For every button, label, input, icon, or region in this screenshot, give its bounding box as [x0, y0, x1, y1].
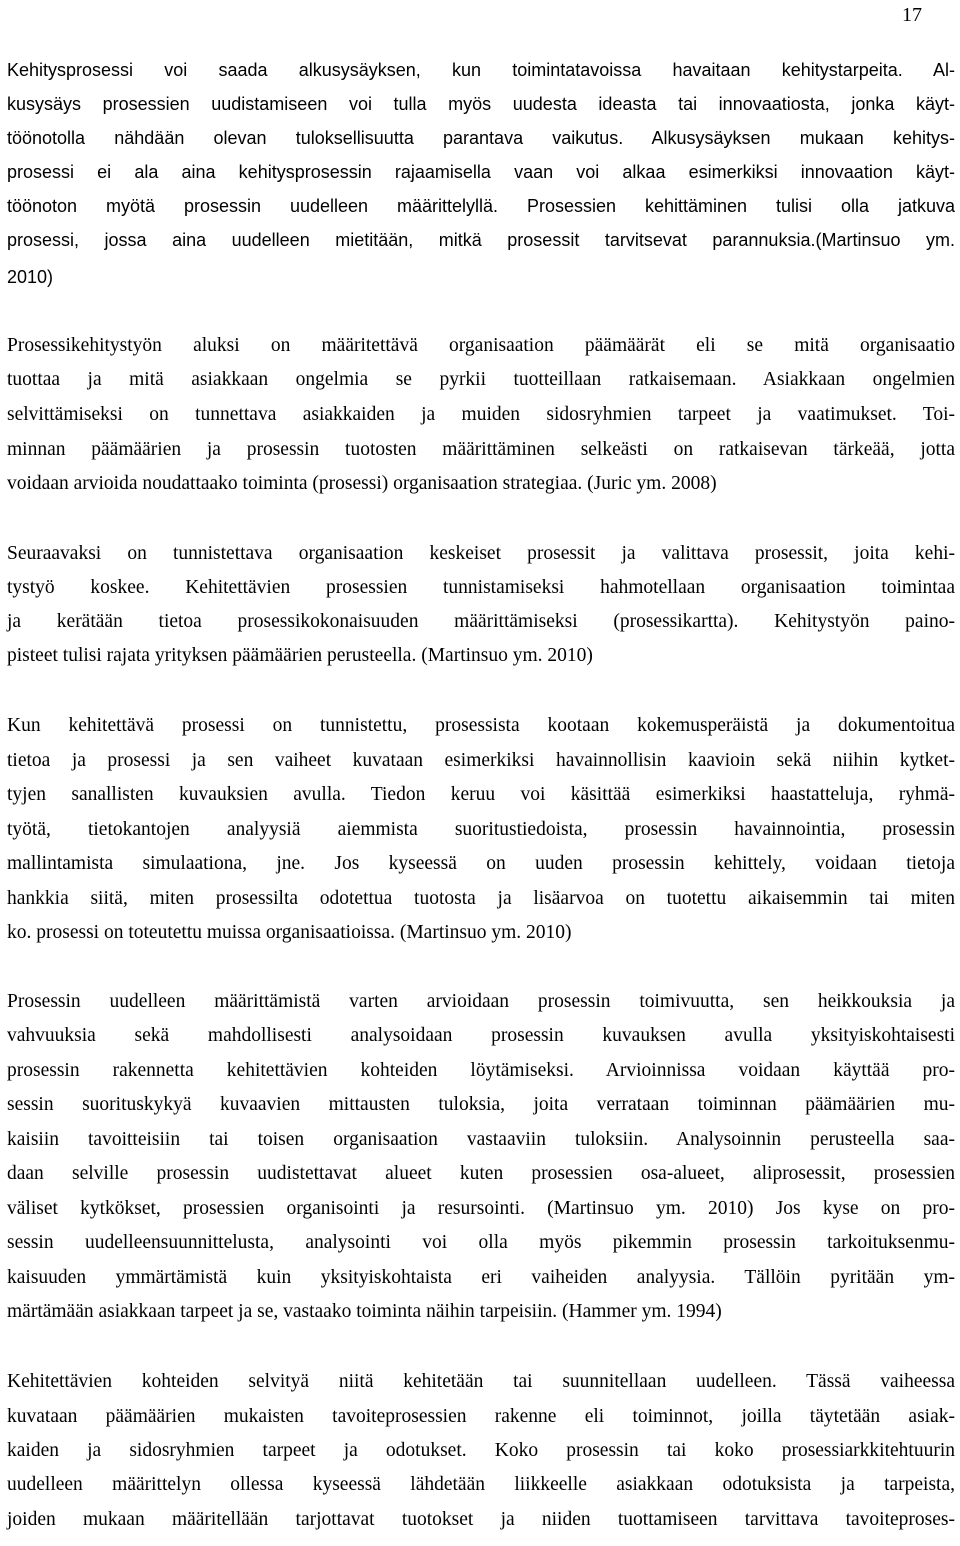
text-segment: töönoton myötä prosessin uudelleen määrittelyllä. Prosessien kehittäminen tulisi olla jatkuva — [7, 196, 955, 216]
text-segment: kuvataan päämäärien mukaisten tavoiteprosessien rakenne eli toiminnot, joilla täytetään asiak- — [7, 1406, 955, 1427]
text-line — [7, 576, 955, 600]
text-line — [7, 852, 955, 876]
text-line — [7, 783, 955, 807]
text-line — [7, 1405, 955, 1429]
text-line — [7, 610, 955, 634]
text-line — [7, 1231, 955, 1255]
text-line — [7, 1508, 955, 1532]
text-segment: työtä, tietokantojen analyysiä aiemmista suoritustiedoista, prosessin havainnointia, prosessin — [7, 819, 955, 840]
text-segment: Prosessikehitystyön aluksi on määritettävä organisaation päämäärät eli se mitä organisaatio — [7, 335, 955, 356]
text-line — [7, 472, 955, 496]
text-line — [7, 1370, 955, 1394]
text-segment: sessin suorituskykyä kuvaavien mittausten tuloksia, joita verrataan toiminnan päämäärien mu- — [7, 1094, 955, 1115]
text-segment: daan selville prosessin uudistettavat alueet kuten prosessien osa-alueet, aliprosessit, prosessien — [7, 1163, 955, 1184]
text-line — [7, 228, 955, 253]
text-segment: selvittämiseksi on tunnettava asiakkaiden ja muiden sidosryhmien tarpeet ja vaatimukset. Toi- — [7, 404, 955, 425]
text-segment: ja kerätään tietoa prosessikokonaisuuden määrittämiseksi (prosessikartta). Kehitystyön paino- — [7, 611, 955, 632]
text-line — [7, 334, 955, 358]
text-line — [7, 92, 955, 117]
text-segment: pisteet tulisi rajata yrityksen päämäärien perusteella. (Martinsuo ym. 2010) — [7, 645, 593, 666]
text-segment: 2010) — [7, 267, 54, 287]
text-segment: sessin uudelleensuunnittelusta, analysointi voi olla myös pikemmin prosessin tarkoituksenmu- — [7, 1232, 955, 1253]
text-line — [7, 58, 955, 83]
text-line — [7, 160, 955, 185]
text-segment: tyjen sanallisten kuvauksien avulla. Tiedon keruu voi käsittää esimerkiksi haastatteluja, ryhmä- — [7, 784, 955, 805]
text-line — [7, 1439, 955, 1463]
text-line — [7, 542, 955, 566]
text-line — [7, 818, 955, 842]
text-segment: Prosessin uudelleen määrittämistä varten arvioidaan prosessin toimivuutta, sen heikkouksia ja — [7, 991, 955, 1012]
text-line — [7, 438, 955, 462]
text-line — [7, 1059, 955, 1083]
text-segment: prosessin rakennetta kehitettävien kohteiden löytämiseksi. Arvioinnissa voidaan käyttää pro- — [7, 1060, 955, 1081]
text-line — [7, 1266, 955, 1290]
text-segment: tystyö koskee. Kehitettävien prosessien tunnistamiseksi hahmotellaan organisaation toimintaa — [7, 577, 955, 598]
text-segment: minnan päämäärien ja prosessin tuotosten määrittäminen selkeästi on ratkaisevan tärkeää, jotta — [7, 439, 955, 460]
text-line — [7, 126, 955, 151]
text-segment: hankkia siitä, miten prosessilta odotettua tuotosta ja lisäarvoa on tuotettu aikaisemmin tai miten — [7, 888, 955, 909]
text-line — [7, 1093, 955, 1117]
text-line — [7, 1473, 955, 1497]
text-segment: mallintamista simulaationa, jne. Jos kyseessä on uuden prosessin kehittely, voidaan tietoja — [7, 853, 955, 874]
text-segment: ko. prosessi on toteutettu muissa organisaatioissa. (Martinsuo ym. 2010) — [7, 922, 572, 943]
text-segment: prosessi ei ala aina kehitysprosessin rajaamisella vaan voi alkaa esimerkiksi innovaation käyt- — [7, 162, 955, 182]
text-segment: märtämään asiakkaan tarpeet ja se, vastaako toiminta näihin tarpeisiin. (Hammer ym. 1994) — [7, 1301, 722, 1322]
page-number: 17 — [902, 4, 922, 26]
text-line — [7, 1197, 955, 1221]
text-segment: väliset kytkökset, prosessien organisointi ja resursointi. (Martinsuo ym. 2010) Jos kyse on pro- — [7, 1198, 955, 1219]
text-segment: tuottaa ja mitä asiakkaan ongelmia se pyrkii tuotteillaan ratkaisemaan. Asiakkaan ongelmien — [7, 369, 955, 390]
text-line — [7, 921, 955, 945]
text-line — [7, 1024, 955, 1048]
text-line — [7, 1162, 955, 1186]
text-line — [7, 749, 955, 773]
text-segment: tietoa ja prosessi ja sen vaiheet kuvataan esimerkiksi havainnollisin kaavioin sekä niihin kytket- — [7, 750, 955, 771]
text-segment: Kun kehitettävä prosessi on tunnistettu, prosessista kootaan kokemusperäistä ja dokumentoitua — [7, 715, 955, 736]
text-segment: vahvuuksia sekä mahdollisesti analysoidaan prosessin kuvauksen avulla yksityiskohtaisesti — [7, 1025, 955, 1046]
text-segment: kusysäys prosessien uudistamiseen voi tulla myös uudesta ideasta tai innovaatiosta, jonka käyt- — [7, 94, 955, 114]
text-segment: kaisiin tavoitteisiin tai toisen organisaation vastaaviin tuloksiin. Analysoinnin perusteella saa- — [7, 1129, 955, 1150]
text-segment: kaisuuden ymmärtämistä kuin yksityiskohtaista eri vaiheiden analyysia. Tällöin pyritään ym- — [7, 1267, 955, 1288]
text-line — [7, 887, 955, 911]
text-segment: Kehitettävien kohteiden selvityä niitä kehitetään tai suunnitellaan uudelleen. Tässä vaiheessa — [7, 1371, 955, 1392]
text-line — [7, 1300, 955, 1324]
text-line — [7, 714, 955, 738]
text-segment: kaiden ja sidosryhmien tarpeet ja odotukset. Koko prosessin tai koko prosessiarkkitehtuurin — [7, 1440, 955, 1461]
text-segment: töönotolla nähdään olevan tuloksellisuutta parantava vaikutus. Alkusysäyksen mukaan kehitys- — [7, 128, 955, 148]
text-line — [7, 1128, 955, 1152]
text-line — [7, 990, 955, 1014]
text-line — [7, 265, 955, 290]
text-line — [7, 194, 955, 219]
text-line — [7, 368, 955, 392]
text-segment: Kehitysprosessi voi saada alkusysäyksen, kun toimintatavoissa havaitaan kehitystarpeita. Al- — [7, 60, 955, 80]
text-segment: prosessi, jossa aina uudelleen mietitään, mitkä prosessit tarvitsevat parannuksia.(Martinsuo ym. — [7, 230, 955, 250]
text-segment: uudelleen määrittelyn ollessa kyseessä lähdetään liikkeelle asiakkaan odotuksista ja tarpeista, — [7, 1474, 955, 1495]
text-segment: voidaan arvioida noudattaako toiminta (prosessi) organisaation strategiaa. (Juric ym. 2008) — [7, 473, 717, 494]
text-line — [7, 403, 955, 427]
text-segment: joiden mukaan määritellään tarjottavat tuotokset ja niiden tuottamiseen tarvittava tavoiteproses- — [7, 1509, 955, 1530]
text-line — [7, 644, 955, 668]
text-segment: Seuraavaksi on tunnistettava organisaation keskeiset prosessit ja valittava prosessit, joita kehi- — [7, 543, 955, 564]
